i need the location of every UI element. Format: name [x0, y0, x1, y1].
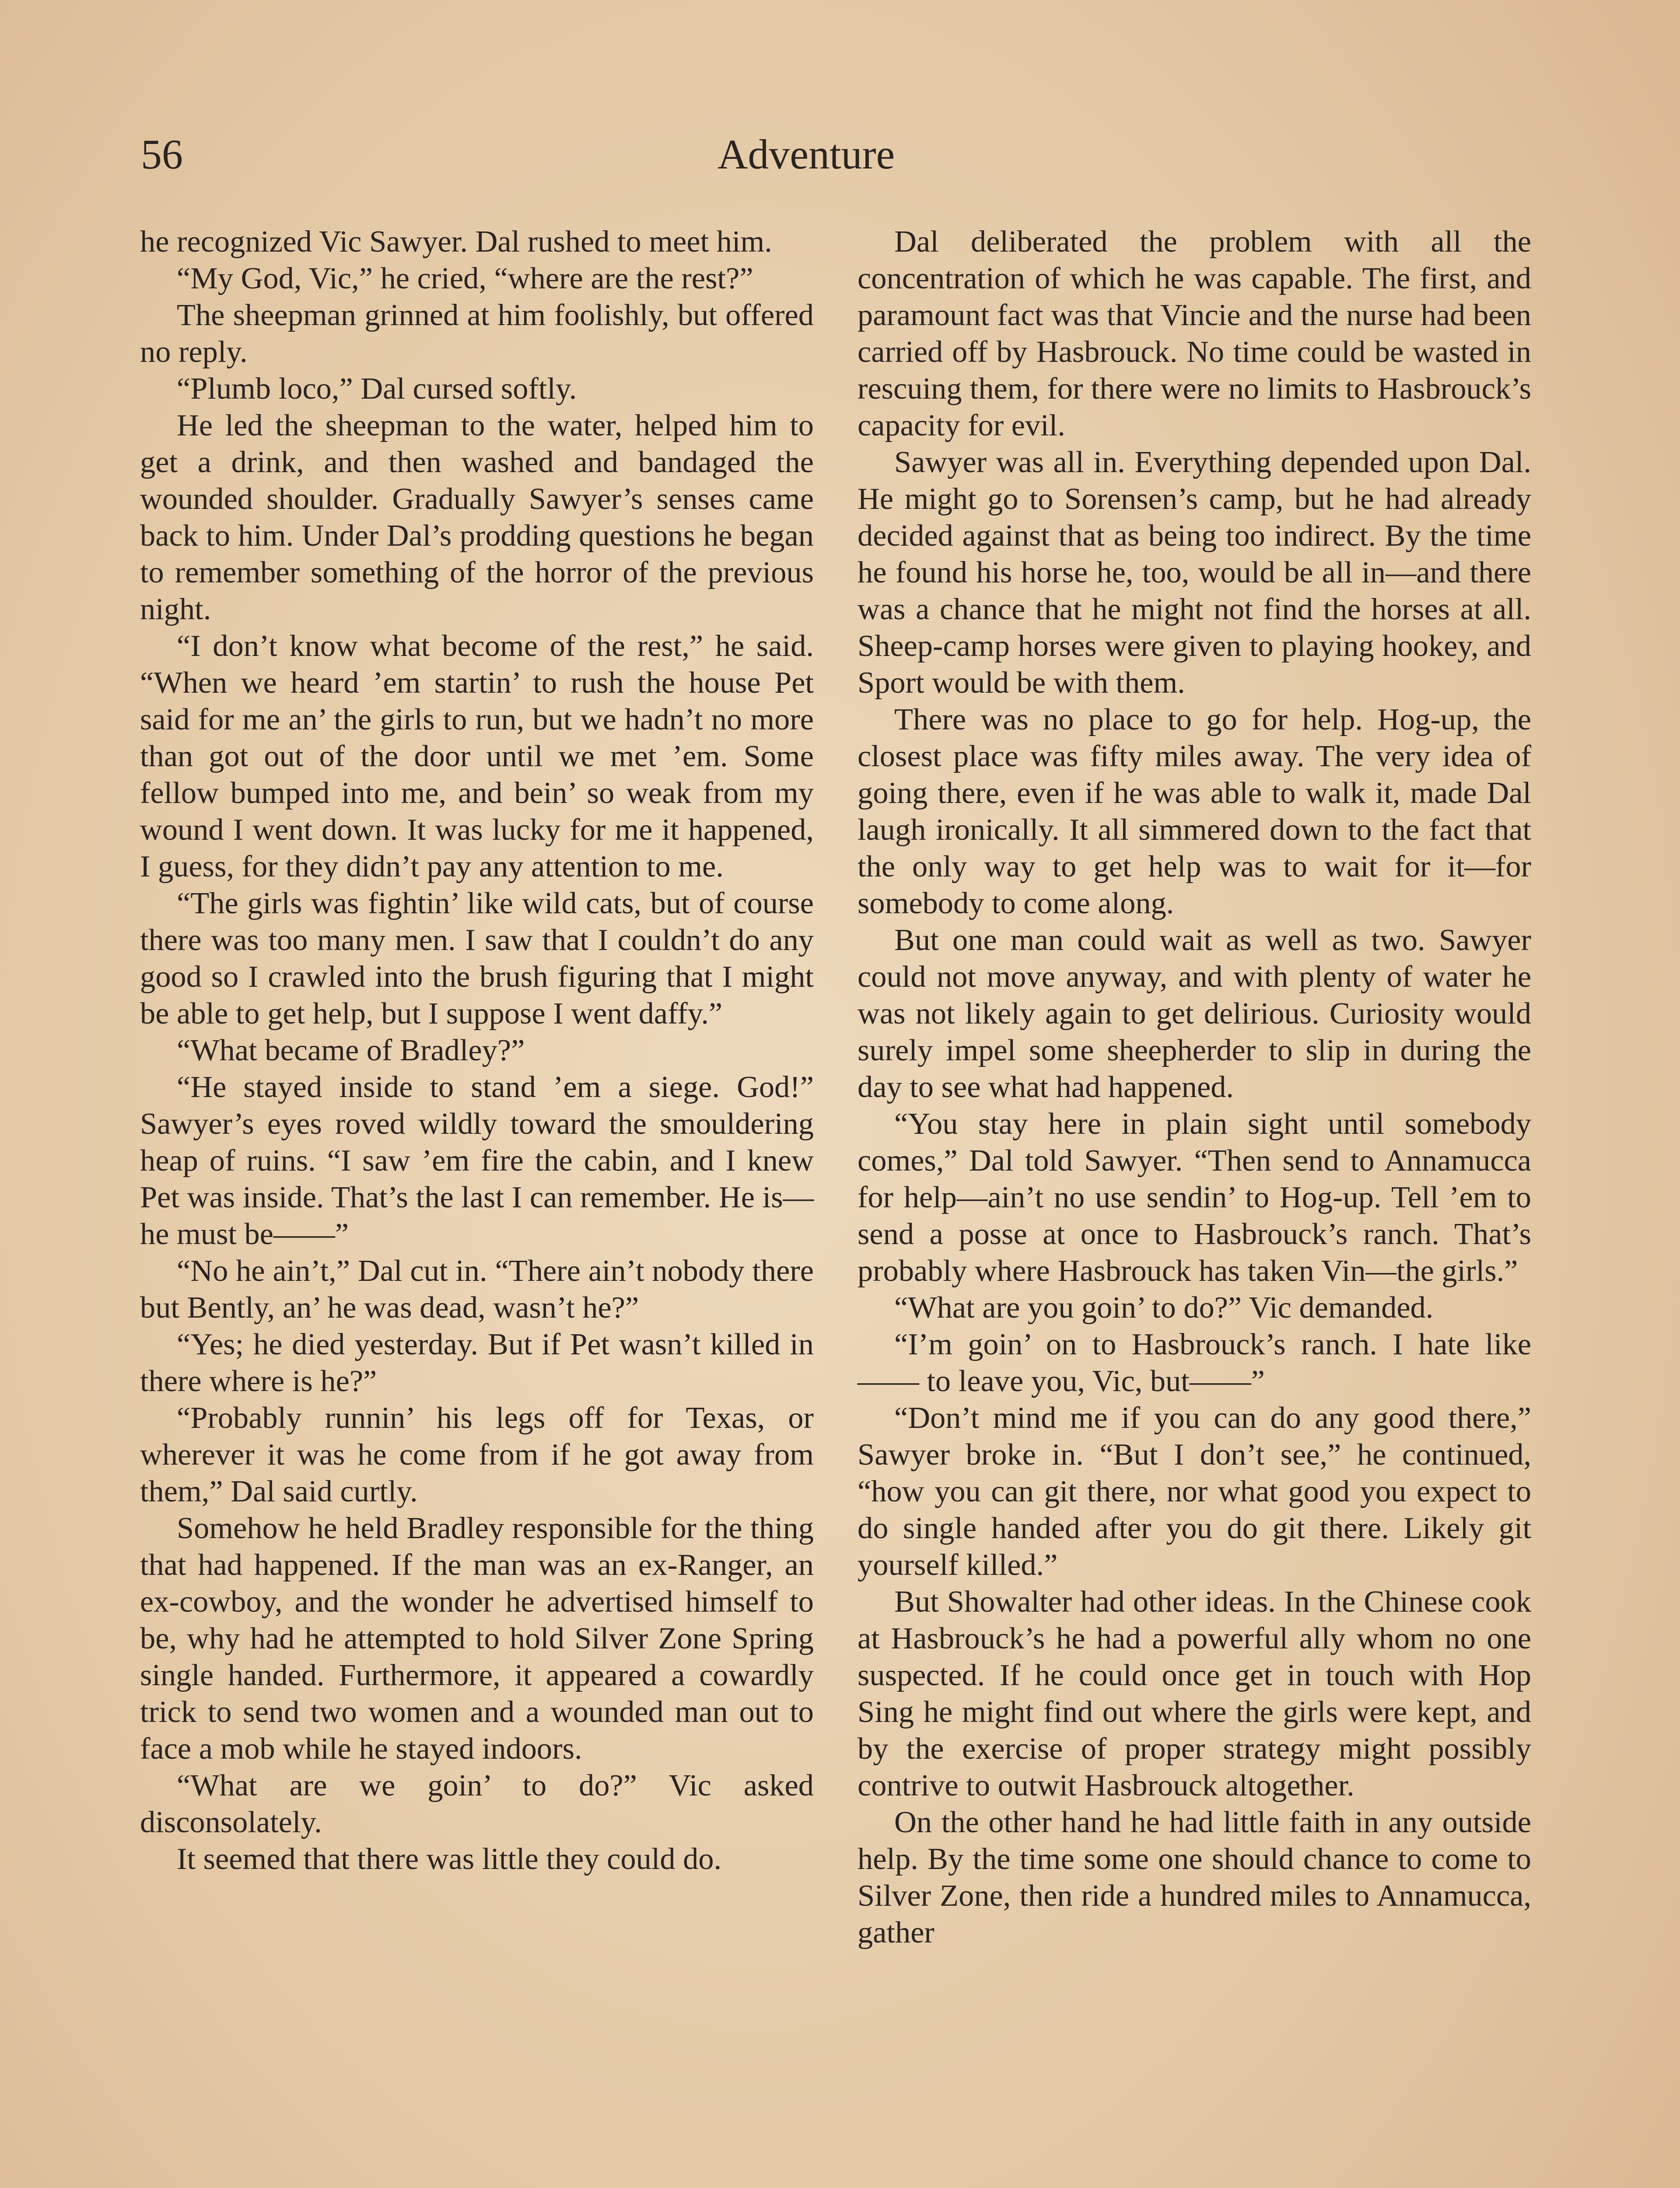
paragraph: He led the sheepman to the water, helped him to get a drink, and then washed and bandaged the wounded shoulder. Gradually Sawyer’s senses came back to him. Under Dal’s prodding questions he began to remember something of the horror of the previous night. [140, 408, 814, 626]
paragraph: Dal deliberated the problem with all the concentration of which he was capable. The first, and paramount fact was that Vincie and the nurse had been carried off by Hasbrouck. No time could be wasted in rescuing them, for there were no limits to Hasbrouck’s capacity for evil. [858, 224, 1531, 442]
paragraph: “Don’t mind me if you can do any good there,” Sawyer broke in. “But I don’t see,” he continued, “how you can git there, nor what good you expect to do single handed after you do git there. Likely git yourself killed.” [858, 1401, 1531, 1582]
paragraph: “Yes; he died yesterday. But if Pet wasn’t killed in there where is he?” [140, 1327, 814, 1398]
paragraph: Sawyer was all in. Everything depended upon Dal. He might go to Sorensen’s camp, but he had already decided against that as being too indirect. By the time he found his horse he, too, would be all in—and there was a chance that he might not find the horses at all. Sheep-camp horses were given to playing hookey, and Sport would be with them. [858, 445, 1531, 700]
paragraph: “What became of Bradley?” [177, 1033, 525, 1067]
paragraph: “I don’t know what become of the rest,” he said. “When we heard ’em startin’ to rush the house Pet said for me an’ the girls to run, but we hadn’t no more than got out of the door until we met ’em. Some fellow bumped into me, and bein’ so weak from my wound I went down. It was lucky for me it happened, I guess, for they didn’t pay any attention to me. [140, 629, 814, 884]
paragraph: The sheepman grinned at him foolishly, but offered no reply. [140, 298, 814, 369]
paragraph: “I’m goin’ on to Hasbrouck’s ranch. I hate like —— to leave you, Vic, but——” [858, 1327, 1531, 1398]
left-column [140, 223, 814, 1877]
paragraph: “The girls was fightin’ like wild cats, but of course there was too many men. I saw that I couldn’t do any good so I crawled into the brush figuring that I might be able to get help, but I suppose I went daffy.” [140, 886, 814, 1031]
paragraph: “Probably runnin’ his legs off for Texas, or wherever it was he come from if he got away from them,” Dal said curtly. [140, 1401, 814, 1508]
paragraph: “No he ain’t,” Dal cut in. “There ain’t nobody there but Bently, an’ he was dead, wasn’t he?” [140, 1254, 814, 1325]
paragraph: “What are we goin’ to do?” Vic asked disconsolately. [140, 1768, 814, 1839]
paragraph: There was no place to go for help. Hog-up, the closest place was fifty miles away. The very idea of going there, even if he was able to walk it, made Dal laugh ironically. It all simmered down to the fact that the only way to get help was to wait for it—for somebody to come along. [858, 702, 1531, 920]
paragraph: It seemed that there was little they could do. [177, 1842, 722, 1876]
right-column [858, 223, 1531, 1951]
paragraph: “He stayed inside to stand ’em a siege. God!” Sawyer’s eyes roved wildly toward the smouldering heap of ruins. “I saw ’em fire the cabin, and I knew Pet was inside. That’s the last I can remember. He is—he must be——” [140, 1070, 814, 1251]
paragraph: “You stay here in plain sight until somebody comes,” Dal told Sawyer. “Then send to Annamucca for help—ain’t no use sendin’ to Hog-up. Tell ’em to send a posse at once to Hasbrouck’s ranch. That’s probably where Hasbrouck has taken Vin—the girls.” [858, 1107, 1531, 1288]
paragraph: “My God, Vic,” he cried, “where are the rest?” [177, 261, 753, 295]
paragraph: “What are you goin’ to do?” Vic demanded. [894, 1290, 1434, 1325]
paragraph: But Showalter had other ideas. In the Chinese cook at Hasbrouck’s he had a powerful ally whom no one suspected. If he could once get in touch with Hop Sing he might find out where the girls were kept, and by the exercise of proper strategy might possibly contrive to outwit Hasbrouck altogether. [858, 1585, 1531, 1802]
page-number: 56 [141, 131, 183, 178]
paragraph: But one man could wait as well as two. Sawyer could not move anyway, and with plenty of water he was not likely again to get delirious. Curiosity would surely impel some sheepherder to slip in during the day to see what had happened. [858, 923, 1531, 1104]
paragraph: he recognized Vic Sawyer. Dal rushed to meet him. [140, 224, 772, 259]
running-title: Adventure [718, 131, 895, 178]
page-header [0, 127, 1680, 188]
paragraph: “Plumb loco,” Dal cursed softly. [177, 372, 577, 406]
paragraph: Somehow he held Bradley responsible for the thing that had happened. If the man was an ex-Ranger, an ex-cowboy, and the wonder he advertised himself to be, why had he attempted to hold Silver Zone Spring single handed. Furthermore, it appeared a cowardly trick to send two women and a wounded man out to face a mob while he stayed indoors. [140, 1511, 814, 1766]
paragraph: On the other hand he had little faith in any outside help. By the time some one should chance to come to Silver Zone, then ride a hundred miles to Annamucca, gather [858, 1805, 1531, 1950]
